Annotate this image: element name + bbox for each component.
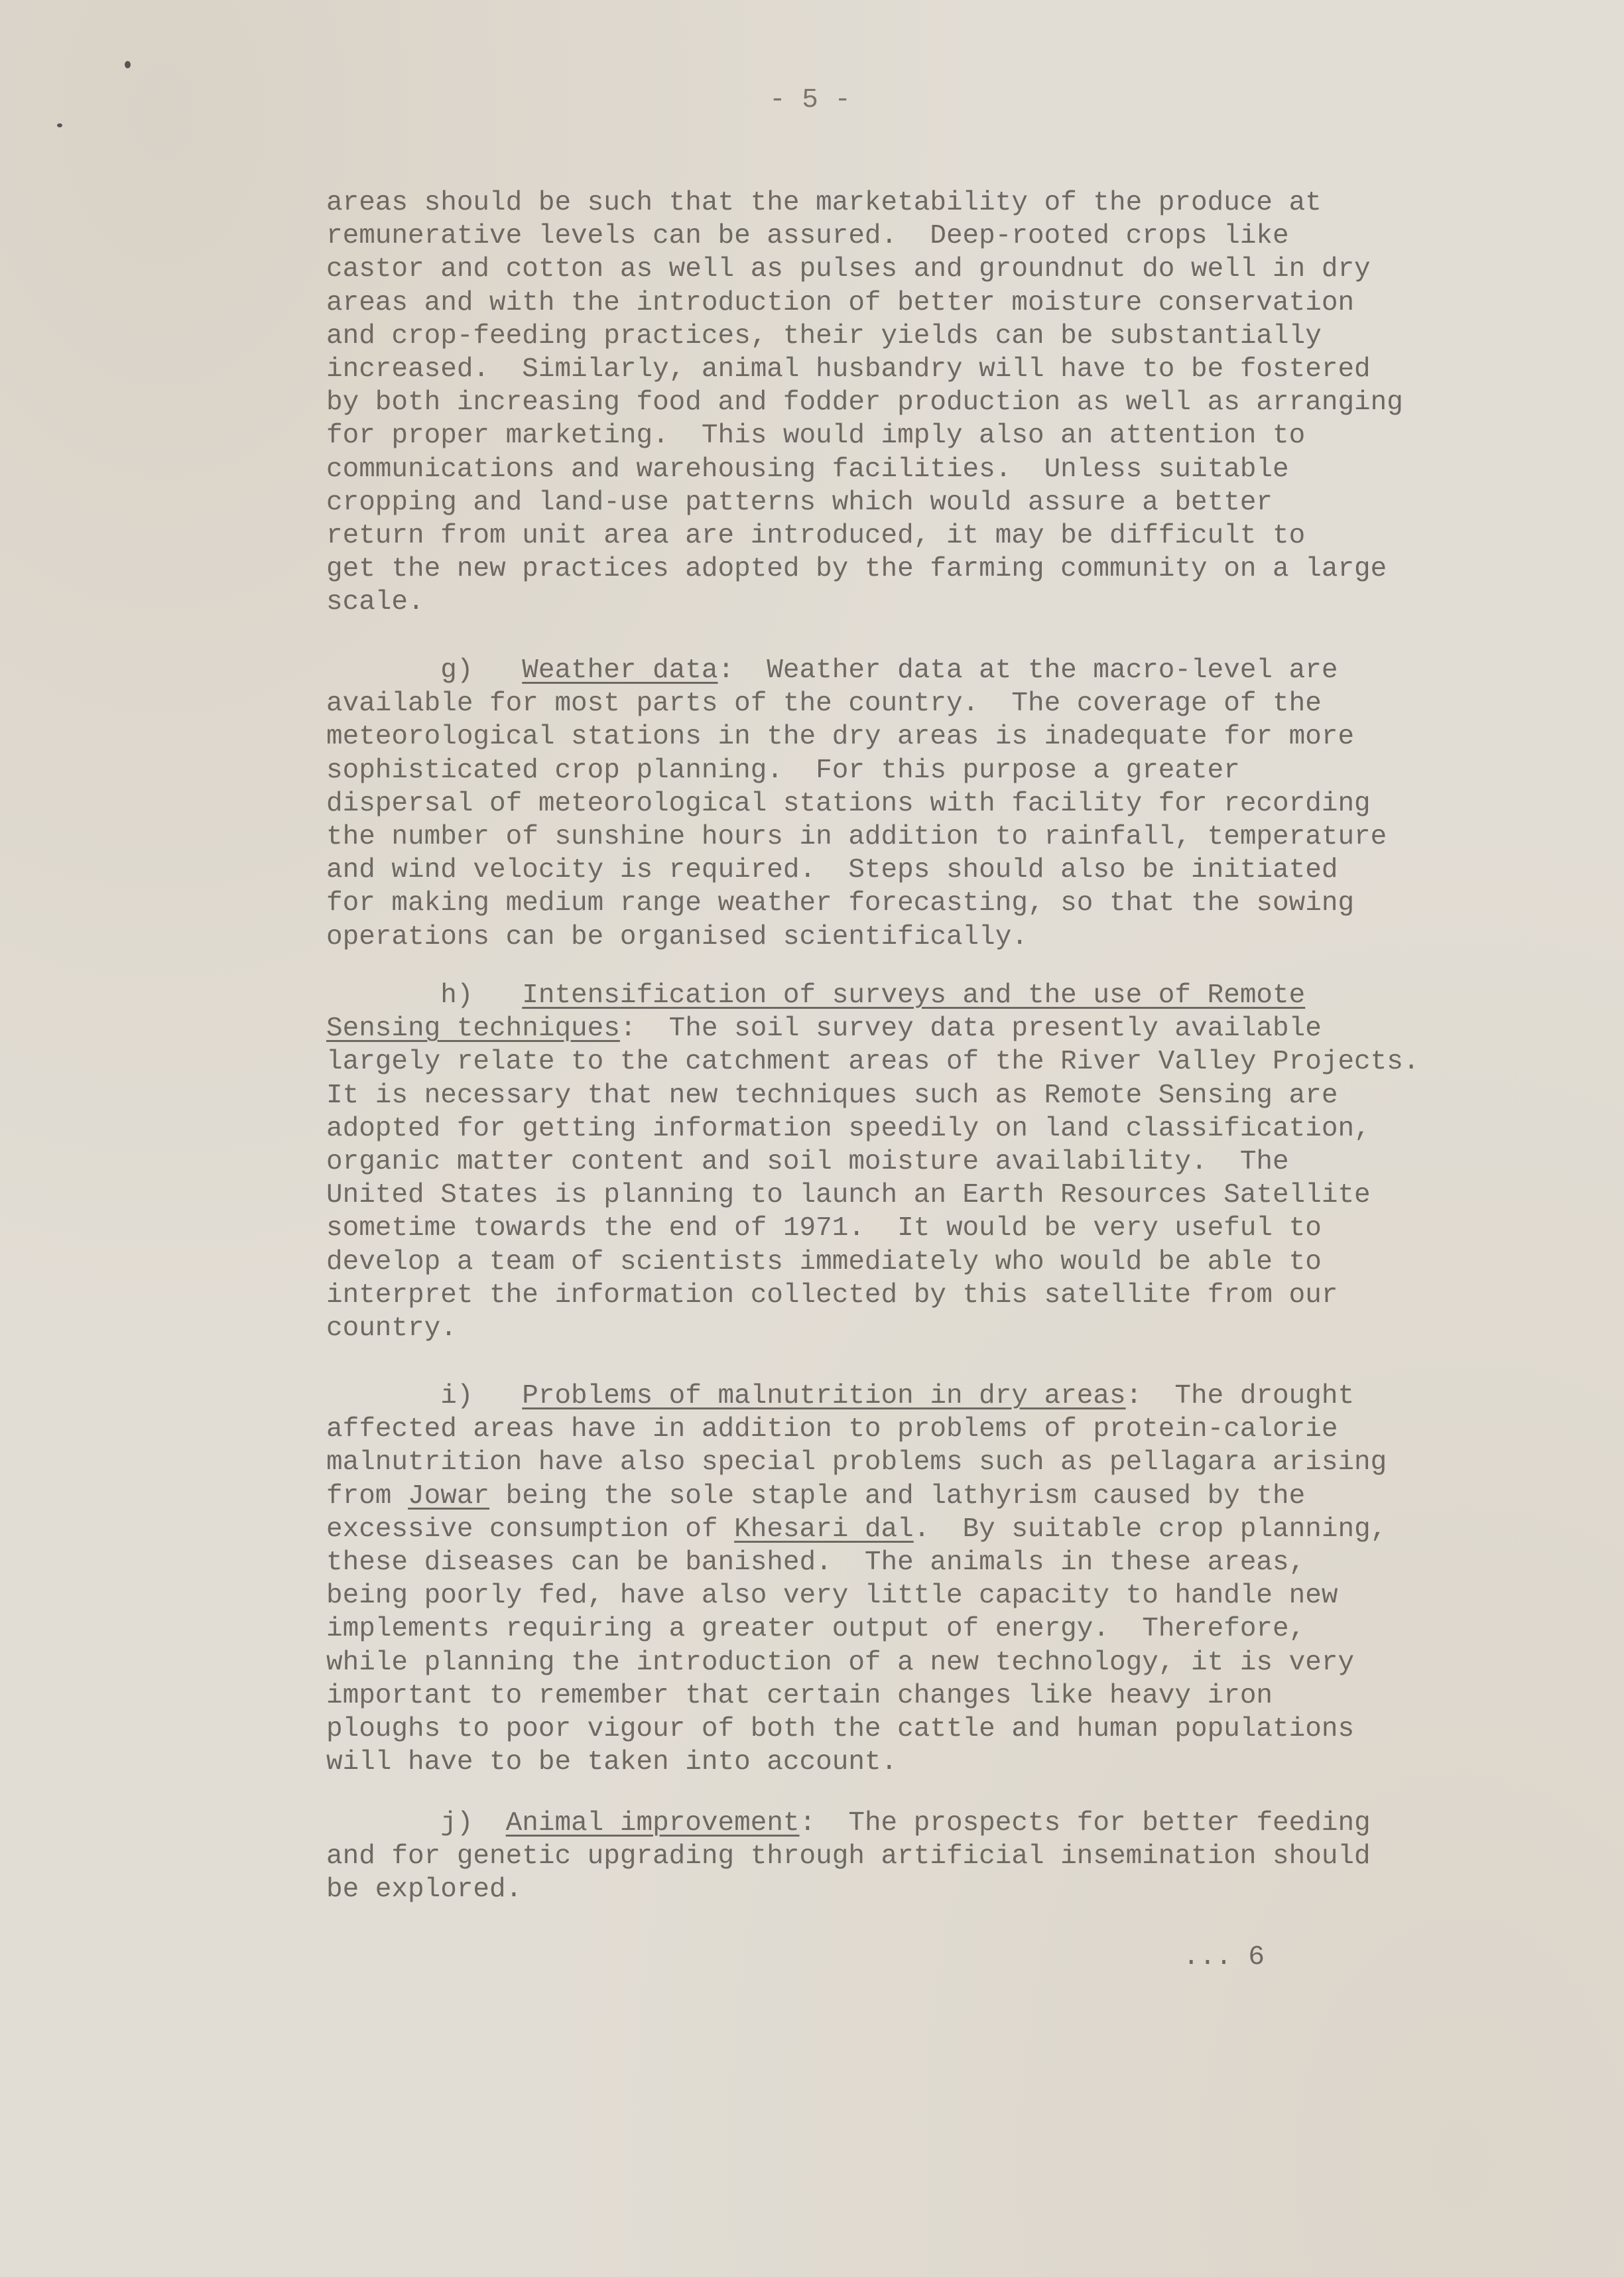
text-line <box>326 687 1322 720</box>
text-segment: for making medium range weather forecasting, so that the sowing <box>326 888 1355 919</box>
text-segment: will have to be taken into account. <box>326 1747 898 1778</box>
underlined-heading: Weather data <box>522 655 718 686</box>
text-segment: castor and cotton as well as pulses and groundnut do well in dry <box>326 254 1371 285</box>
text-line <box>326 854 1338 887</box>
text-line <box>326 1413 1338 1446</box>
text-line <box>326 553 1387 586</box>
text-line <box>326 1012 1322 1045</box>
text-segment: develop a team of scientists immediately who would be able to <box>326 1246 1322 1277</box>
underlined-heading: Animal improvement <box>505 1808 800 1839</box>
text-segment: increased. Similarly, animal husbandry will have to be fostered <box>326 354 1371 385</box>
underlined-heading: Sensing techniques <box>326 1013 620 1045</box>
text-segment: being the sole staple and lathyrism caused by the <box>489 1480 1306 1512</box>
text-line <box>326 1713 1354 1746</box>
text-line <box>326 1212 1322 1245</box>
text-segment: country. <box>326 1313 457 1344</box>
underlined-heading: Khesari dal <box>734 1514 914 1545</box>
text-line <box>326 1446 1387 1479</box>
text-line <box>326 419 1305 452</box>
underlined-heading: Intensification of surveys and the use of Remote <box>522 980 1306 1011</box>
text-line <box>326 253 1371 286</box>
text-line <box>326 754 1240 787</box>
text-segment: from <box>326 1480 408 1512</box>
text-line <box>326 220 1289 253</box>
text-line <box>326 979 1305 1012</box>
text-line <box>326 1279 1338 1312</box>
text-segment: largely relate to the catchment areas of the River Valley Projects. <box>326 1047 1420 1078</box>
text-segment: : The soil survey data presently available <box>619 1013 1322 1045</box>
text-line <box>326 486 1273 519</box>
text-segment: dispersal of meteorological stations with facility for recording <box>326 788 1371 819</box>
text-segment: interpret the information collected by this satellite from our <box>326 1279 1338 1311</box>
text-segment: cropping and land-use patterns which would assure a better <box>326 487 1273 518</box>
text-segment: by both increasing food and fodder production as well as arranging <box>326 387 1403 419</box>
text-segment: : The prospects for better feeding <box>799 1808 1371 1839</box>
text-line <box>326 787 1371 820</box>
text-segment: . By suitable crop planning, <box>913 1514 1387 1545</box>
text-segment: organic matter content and soil moisture availability. The <box>326 1147 1289 1177</box>
text-line <box>326 1312 457 1345</box>
text-line <box>326 1112 1371 1145</box>
text-line <box>326 887 1354 920</box>
text-line <box>326 386 1403 419</box>
text-segment: return from unit area are introduced, it may be difficult to <box>326 521 1306 551</box>
text-segment: excessive consumption of <box>326 1514 735 1545</box>
text-line <box>326 353 1371 386</box>
text-line <box>326 453 1289 486</box>
text-line <box>326 1679 1273 1713</box>
text-segment: areas should be such that the marketability of the produce at <box>326 188 1322 218</box>
text-line <box>326 1807 1371 1840</box>
text-line <box>326 720 1354 753</box>
text-segment: be explored. <box>326 1874 523 1906</box>
text-segment: scale. <box>326 587 424 618</box>
continuation-marker: ... 6 <box>1183 1942 1265 1973</box>
text-line <box>326 1079 1338 1112</box>
page-number: - 5 - <box>769 85 851 115</box>
text-segment: implements requiring a greater output of energy. Therefore, <box>326 1614 1306 1645</box>
text-segment: g) <box>326 655 523 686</box>
text-segment: and crop-feeding practices, their yields can be substantially <box>326 320 1322 352</box>
text-segment: malnutrition have also special problems such as pellagara arising <box>326 1447 1387 1478</box>
text-segment: adopted for getting information speedily on land classification, <box>326 1113 1371 1144</box>
text-line <box>326 586 424 619</box>
text-line <box>326 1145 1289 1179</box>
text-segment: areas and with the introduction of better moisture conservation <box>326 287 1355 318</box>
text-segment: : Weather data at the macro-level are <box>718 655 1338 686</box>
text-segment: important to remember that certain changes like heavy iron <box>326 1680 1273 1711</box>
underlined-heading: Problems of malnutrition in dry areas <box>522 1381 1126 1411</box>
text-segment: i) <box>326 1381 523 1411</box>
text-line <box>326 1380 1354 1413</box>
text-segment: the number of sunshine hours in addition to rainfall, temperature <box>326 822 1387 852</box>
text-line <box>326 820 1387 854</box>
text-segment: for proper marketing. This would imply also an attention to <box>326 421 1306 452</box>
text-line <box>326 1045 1419 1078</box>
text-line <box>326 186 1322 220</box>
text-segment: while planning the introduction of a new technology, it is very <box>326 1647 1355 1678</box>
text-segment: operations can be organised scientifically. <box>326 921 1028 952</box>
ink-speck <box>57 123 62 127</box>
text-line <box>326 1546 1305 1579</box>
text-line <box>326 654 1338 687</box>
text-line <box>326 1246 1322 1279</box>
text-segment: and wind velocity is required. Steps should also be initiated <box>326 855 1338 886</box>
text-line <box>326 287 1354 320</box>
text-segment: sophisticated crop planning. For this purpose a greater <box>326 755 1240 786</box>
text-segment: remunerative levels can be assured. Deep-rooted crops like <box>326 221 1289 252</box>
text-line <box>326 1873 522 1906</box>
text-segment: affected areas have in addition to problems of protein-calorie <box>326 1414 1338 1445</box>
text-segment: j) <box>326 1808 506 1839</box>
text-line <box>326 921 1028 954</box>
text-segment: : The drought <box>1125 1381 1355 1411</box>
text-segment: It is necessary that new techniques such as Remote Sensing are <box>326 1080 1338 1111</box>
text-segment: available for most parts of the country. The coverage of the <box>326 688 1322 720</box>
text-segment: and for genetic upgrading through artificial insemination should <box>326 1841 1371 1872</box>
text-line <box>326 1179 1371 1212</box>
text-segment: being poorly fed, have also very little capacity to handle new <box>326 1581 1338 1612</box>
text-line <box>326 320 1322 353</box>
text-line <box>326 1480 1305 1513</box>
text-segment: communications and warehousing facilities. Unless suitable <box>326 454 1289 485</box>
text-segment: get the new practices adopted by the farming community on a large <box>326 554 1387 585</box>
text-line <box>326 1513 1387 1546</box>
underlined-heading: Jowar <box>408 1480 490 1512</box>
text-segment: ploughs to poor vigour of both the cattle and human populations <box>326 1714 1355 1744</box>
text-segment: sometime towards the end of 1971. It would be very useful to <box>326 1213 1322 1244</box>
text-segment: United States is planning to launch an Earth Resources Satellite <box>326 1180 1371 1211</box>
text-segment: these diseases can be banished. The animals in these areas, <box>326 1547 1306 1578</box>
text-line <box>326 1612 1305 1646</box>
text-segment: h) <box>326 980 523 1011</box>
text-segment: meteorological stations in the dry areas is inadequate for more <box>326 722 1355 753</box>
text-line <box>326 1746 897 1779</box>
text-line <box>326 1579 1338 1612</box>
text-line <box>326 519 1305 553</box>
text-line <box>326 1646 1354 1679</box>
text-line <box>326 1840 1371 1873</box>
ink-speck <box>125 61 131 68</box>
